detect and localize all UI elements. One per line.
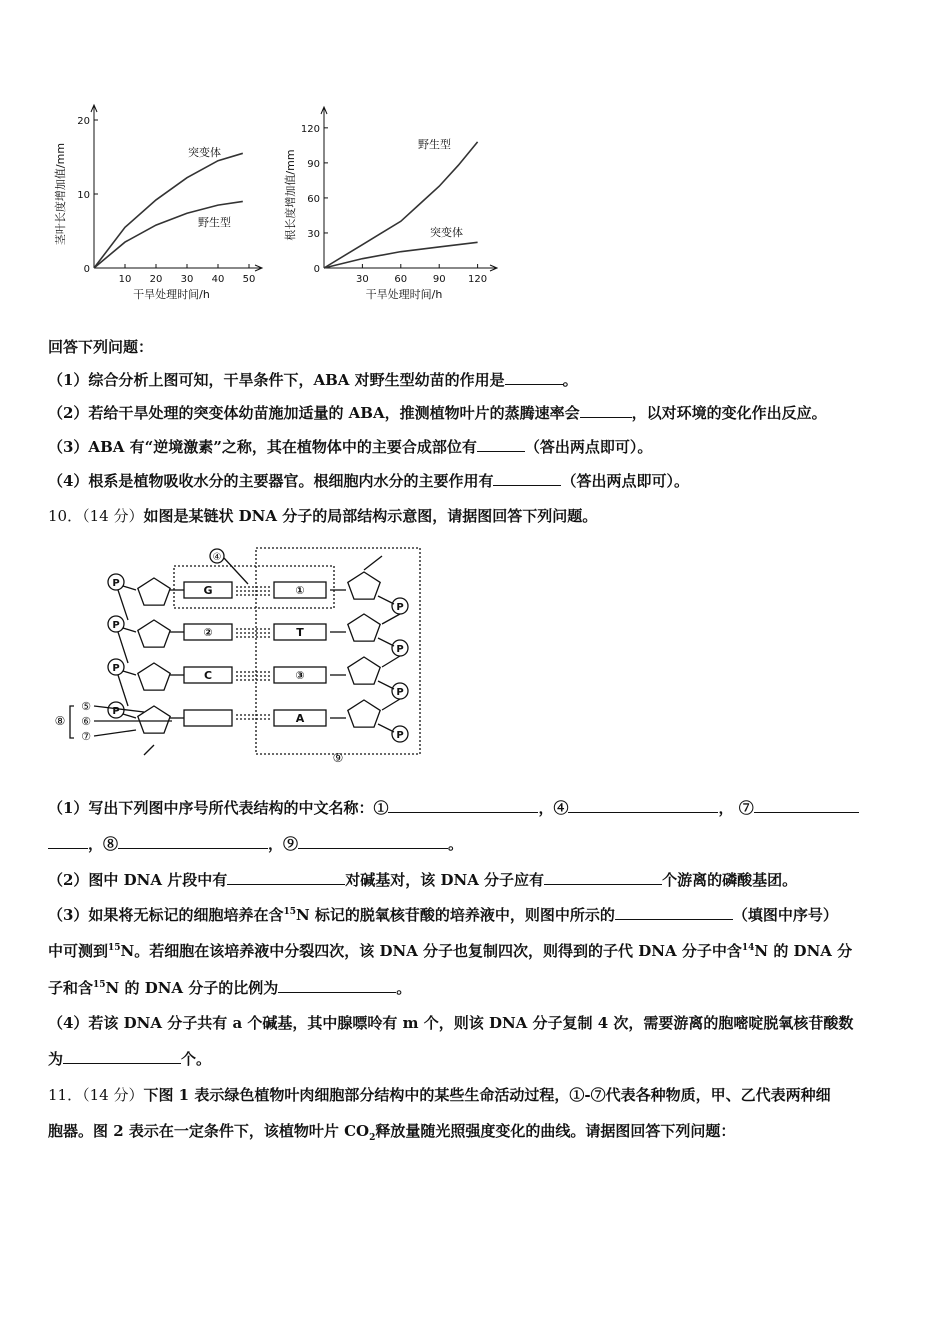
label-7-pointer	[94, 730, 136, 736]
series-label: 野生型	[198, 216, 231, 229]
x-tick-label: 10	[118, 274, 132, 285]
sugar-left	[138, 578, 170, 605]
answer-blank[interactable]	[580, 403, 632, 418]
bond	[123, 586, 136, 590]
chart-root	[283, 107, 497, 301]
backbone	[382, 699, 400, 710]
label-9: ⑨	[332, 751, 344, 765]
base-left-label: ②	[203, 626, 213, 639]
backbone	[118, 675, 128, 706]
base-left-label: G	[203, 584, 213, 597]
y-tick-label: 90	[307, 158, 320, 170]
dna-structure-diagram	[52, 540, 432, 770]
label-8: ⑧	[54, 714, 66, 728]
base-right-label: ③	[295, 669, 305, 682]
q9-part4: （4）根系是植物吸收水分的主要器官。根细胞内水分的主要作用有 （答出两点即可）。	[48, 472, 689, 490]
label-4: ④	[212, 552, 222, 563]
series-label: 突变体	[430, 226, 463, 239]
phosphate-label: P	[112, 578, 120, 589]
answer-blank[interactable]	[568, 798, 718, 813]
q10-part1-line2: ，⑧ ，⑨ 。	[48, 834, 910, 854]
answer-blank[interactable]	[477, 437, 525, 452]
answer-blank[interactable]	[615, 905, 733, 920]
x-axis-label: 干旱处理时间/h	[133, 288, 210, 301]
y-tick-label: 60	[307, 193, 320, 205]
x-tick-label: 50	[242, 274, 256, 285]
q10-part1-line1: （1）写出下列图中序号所代表结构的中文名称：① ，④ ， ⑦	[48, 798, 910, 818]
label-6: ⑥	[81, 715, 91, 728]
x-tick-label: 90	[432, 274, 446, 285]
q9-part2: （2）若给干旱处理的突变体幼苗施加适量的 ABA，推测植物叶片的蒸腾速率会 ，以对环境的变化作出反应。	[48, 404, 827, 422]
x-tick-label: 120	[468, 274, 488, 285]
base-right-label: ①	[295, 584, 305, 597]
answer-blank[interactable]	[544, 870, 662, 885]
bond	[123, 714, 136, 718]
y-tick-label: 10	[77, 190, 90, 201]
q10-title: 10．（14 分）如图是某链状 DNA 分子的局部结构示意图，请据图回答下列问题。	[48, 507, 598, 525]
backbone	[118, 590, 128, 620]
sugar-right	[348, 572, 380, 599]
q10-part4-line1: （4）若该 DNA 分子共有 a 个碱基，其中腺嘌呤有 m 个，则该 DNA 分子复制 4 次，需要游离的胞嘧啶脱氧核苷酸数	[48, 1014, 854, 1032]
x-axis-label: 干旱处理时间/h	[365, 288, 443, 301]
chart-stem-leaf	[53, 105, 262, 301]
drought-graphs	[48, 100, 498, 310]
q10-part3-line3: 子和含$^{15}$N 的 DNA 分子的比例为 。	[48, 979, 412, 997]
y-tick-label: 0	[83, 264, 90, 275]
y-tick-label: 30	[307, 228, 320, 240]
series-label: 野生型	[418, 138, 451, 151]
sugar-right	[348, 614, 380, 641]
backbone	[382, 614, 400, 624]
q11-line1: 11．（14 分）下图 1 表示绿色植物叶肉细胞部分结构中的某些生命活动过程，①-⑦代表各种物质，甲、乙代表两种细	[48, 1086, 831, 1104]
base-left-label: C	[203, 669, 213, 682]
backbone	[118, 632, 128, 663]
backbone	[382, 656, 400, 667]
series-line-突变体	[94, 153, 243, 268]
label-4-pointer	[224, 558, 248, 584]
base-right-label: A	[295, 712, 305, 725]
bond	[123, 628, 136, 632]
x-tick-label: 60	[394, 274, 408, 285]
q9-part1: （1）综合分析上图可知，干旱条件下，ABA 对野生型幼苗的作用是 。	[48, 371, 578, 389]
label-8-bracket	[70, 706, 74, 738]
y-axis-label: 根长度增加值/mm	[284, 149, 297, 241]
y-axis-label: 茎叶长度增加值/mm	[54, 142, 67, 246]
phosphate-label: P	[396, 644, 404, 655]
phosphate-label: P	[112, 706, 120, 717]
sugar-right	[348, 657, 380, 684]
series-line-野生型	[324, 142, 478, 268]
label-7: ⑦	[81, 730, 91, 743]
series-label: 突变体	[188, 146, 221, 159]
label-5: ⑤	[81, 700, 91, 713]
y-tick-label: 0	[313, 264, 320, 275]
y-tick-label: 20	[77, 116, 90, 127]
answer-blank[interactable]	[505, 370, 563, 385]
answer-blank[interactable]	[754, 798, 859, 813]
bond	[123, 671, 136, 675]
q11-line2: 胞器。图 2 表示在一定条件下，该植物叶片 $CO_2$释放量随光照强度变化的曲线。请据图回答下列问题：	[48, 1122, 736, 1143]
answer-blank[interactable]	[227, 870, 345, 885]
phosphate-label: P	[396, 687, 404, 698]
bond	[378, 681, 394, 689]
phosphate-label: P	[112, 663, 120, 674]
answer-blank[interactable]	[278, 978, 396, 993]
answer-blank[interactable]	[493, 471, 561, 486]
bond	[378, 724, 394, 732]
base-right-label: T	[296, 626, 304, 639]
bond	[378, 596, 394, 604]
answer-blank[interactable]	[118, 834, 268, 849]
phosphate-label: P	[396, 730, 404, 741]
answer-blank[interactable]	[388, 798, 538, 813]
sugar-left	[138, 706, 170, 733]
backbone-bottom	[144, 745, 154, 755]
q10-part3-line1: （3）如果将无标记的细胞培养在含$^{15}$N 标记的脱氧核苷酸的培养液中，则图中所示的 （填图中序号）	[48, 906, 838, 924]
x-tick-label: 30	[180, 274, 194, 285]
phosphate-label: P	[396, 602, 404, 613]
answer-blank[interactable]	[63, 1049, 181, 1064]
q10-part4-line2: 为 个。	[48, 1050, 212, 1068]
y-tick-label: 120	[300, 123, 320, 135]
x-tick-label: 30	[356, 274, 369, 285]
series-line-野生型	[94, 201, 243, 268]
sugar-left	[138, 620, 170, 647]
base-left	[184, 710, 232, 726]
sugar-right	[348, 700, 380, 727]
x-tick-label: 20	[149, 274, 163, 285]
answer-blank[interactable]	[298, 834, 448, 849]
q9-part3: （3）ABA 有“逆境激素”之称，其在植物体中的主要合成部位有 （答出两点即可）。	[48, 438, 653, 456]
q10-part3-line2: 中可测到$^{15}$N。若细胞在该培养液中分裂四次，该 DNA 分子也复制四次，则得到的子代 DNA 分子中含$^{14}$N 的 DNA 分	[48, 942, 853, 960]
q10-part2: （2）图中 DNA 片段中有 对碱基对，该 DNA 分子应有 个游离的磷酸基团。	[48, 871, 798, 889]
backbone-top	[364, 556, 382, 570]
x-tick-label: 40	[211, 274, 225, 285]
sugar-left	[138, 663, 170, 690]
answer-blank[interactable]	[48, 834, 88, 849]
q-intro: 回答下列问题：	[48, 338, 154, 356]
bond	[378, 638, 394, 646]
phosphate-label: P	[112, 620, 120, 631]
